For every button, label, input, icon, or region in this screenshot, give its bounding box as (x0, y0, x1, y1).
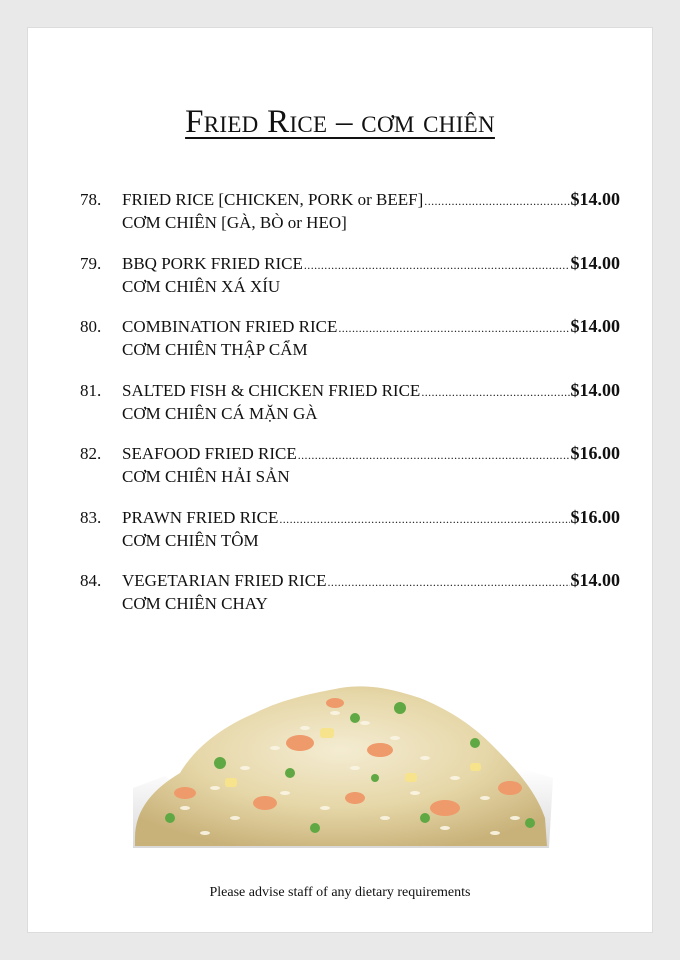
dot-leader (328, 571, 570, 593)
item-number: 80. (80, 317, 102, 336)
item-number: 81. (80, 380, 102, 400)
item-vietnamese-name: CƠM CHIÊN CHAY (122, 594, 268, 613)
item-name: SALTED FISH & CHICKEN FRIED RICE (122, 380, 421, 400)
menu-item-83 (80, 506, 620, 570)
item-number: 82. (80, 444, 102, 463)
dot-leader (279, 508, 569, 530)
dot-leader (304, 254, 570, 276)
item-vietnamese-name: CƠM CHIÊN THẬP CẨM (122, 340, 308, 359)
item-number: 83. (80, 507, 102, 527)
item-name: BBQ PORK FRIED RICE (122, 253, 303, 273)
item-price: $16.00 (570, 443, 620, 463)
item-price: $16.00 (570, 506, 620, 527)
item-price: $14.00 (570, 379, 620, 400)
item-name: PRAWN FRIED RICE (122, 507, 279, 527)
item-name: VEGETARIAN FRIED RICE (122, 571, 327, 590)
item-vietnamese-name: CƠM CHIÊN [GÀ, BÒ or HEO] (122, 213, 347, 232)
menu-item-80 (80, 315, 620, 379)
item-number: 79. (80, 253, 102, 273)
item-price: $14.00 (570, 189, 620, 209)
item-vietnamese-name: CƠM CHIÊN CÁ MẶN GÀ (122, 403, 318, 423)
item-name: COMBINATION FRIED RICE (122, 317, 338, 336)
menu-title (28, 102, 652, 142)
item-vietnamese-name: CƠM CHIÊN XÁ XÍU (122, 276, 281, 296)
item-price: $14.00 (570, 252, 620, 273)
item-vietnamese-name: CƠM CHIÊN HẢI SẢN (122, 467, 290, 486)
menu-item-79 (80, 252, 620, 316)
dot-leader (338, 317, 569, 339)
dietary-note: Please advise staff of any dietary requirements (209, 885, 471, 900)
menu-list (80, 188, 620, 633)
item-name: FRIED RICE [CHICKEN, PORK or BEEF] (122, 190, 424, 209)
fried-rice-plate-photo (125, 668, 557, 856)
menu-item-78 (80, 188, 620, 252)
item-vietnamese-name: CƠM CHIÊN TÔM (122, 530, 259, 550)
rice-mound (135, 686, 547, 846)
item-name: SEAFOOD FRIED RICE (122, 444, 297, 463)
menu-page (28, 28, 652, 932)
menu-title-text: Fried Rice – cơm chiên (185, 104, 495, 140)
item-price: $14.00 (570, 316, 620, 336)
dot-leader (424, 190, 569, 212)
dot-leader (421, 381, 569, 403)
item-number: 84. (80, 571, 102, 590)
item-number: 78. (80, 190, 102, 209)
menu-item-81 (80, 379, 620, 443)
item-price: $14.00 (570, 570, 620, 590)
dot-leader (298, 444, 570, 466)
menu-item-82 (80, 442, 620, 506)
menu-item-84 (80, 569, 620, 633)
